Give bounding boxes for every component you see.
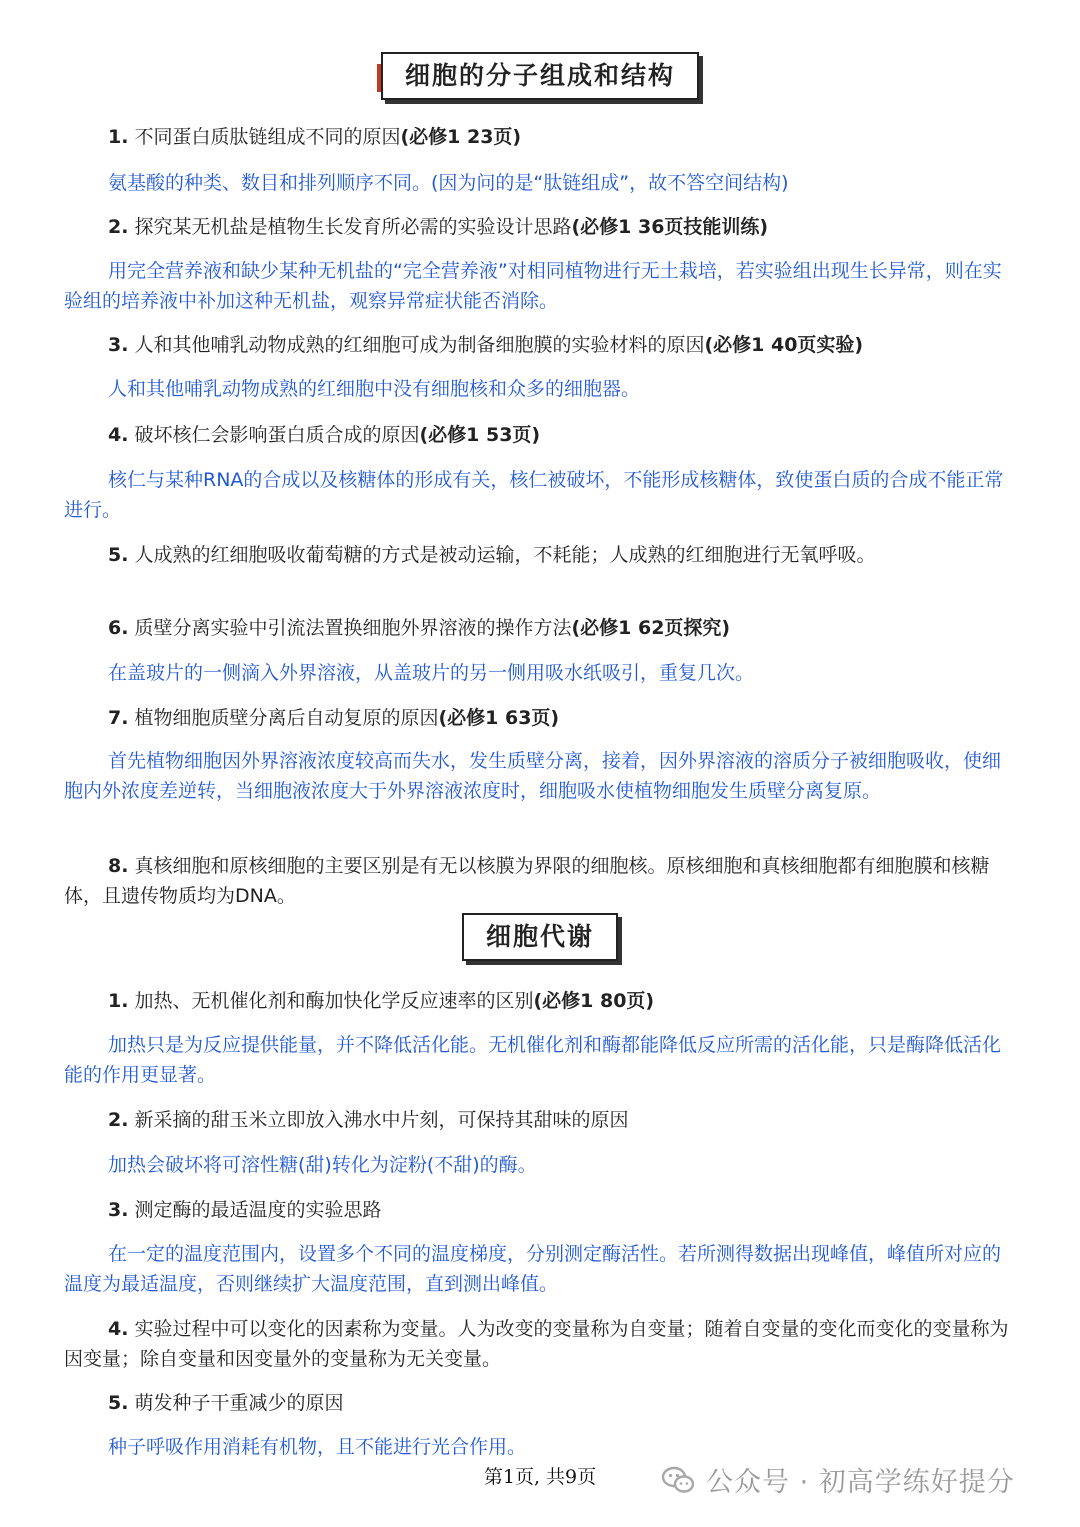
section-title-text: 细胞的分子组成和结构 [404,61,676,90]
question-number: 2. [108,1109,129,1131]
answer-2: 用完全营养液和缺少某种无机盐的“完全营养液”对相同植物进行无土栽培，若实验组出现生长异常，则在实验组的培养液中补加这种无机盐，观察异常症状能否消除。 [64,260,1002,312]
question-2-3 [64,1195,1019,1225]
watermark [660,1460,1015,1499]
question-ref: (必修1 63页) [438,707,560,729]
question-2 [64,212,1019,242]
question-ref: (必修1 36页技能训练) [571,216,769,238]
watermark-text: 公众号 · 初高学练好提分 [706,1467,1015,1498]
question-text: 新采摘的甜玉米立即放入沸水中片刻，可保持其甜味的原因 [134,1109,629,1131]
question-number: 1. [108,990,129,1012]
section-title-1 [381,52,699,100]
question-text: 人成熟的红细胞吸收葡萄糖的方式是被动运输，不耗能；人成熟的红细胞进行无氧呼吸。 [134,544,876,566]
answer-3: 人和其他哺乳动物成熟的红细胞中没有细胞核和众多的细胞器。 [108,378,641,400]
question-number: 8. [108,855,129,877]
question-number: 6. [108,617,129,639]
question-number: 1. [108,126,129,148]
answer-1: 氨基酸的种类、数目和排列顺序不同。(因为问的是“肽链组成”，故不答空间结构) [108,172,789,194]
question-text: 探究某无机盐是植物生长发育所必需的实验设计思路 [134,216,572,238]
question-text: 萌发种子干重减少的原因 [134,1392,344,1414]
answer-6: 在盖玻片的一侧滴入外界溶液，从盖玻片的另一侧用吸水纸吸引，重复几次。 [108,662,755,684]
question-number: 3. [108,1199,129,1221]
question-ref: (必修1 62页探究) [571,617,731,639]
statement-2-4 [64,1314,1019,1374]
question-number: 7. [108,707,129,729]
question-number: 5. [108,1392,129,1414]
answer-2-2: 加热会破坏将可溶性糖(甜)转化为淀粉(不甜)的酶。 [108,1154,537,1176]
section-title-text: 细胞代谢 [485,922,595,951]
question-text: 质壁分离实验中引流法置换细胞外界溶液的操作方法 [134,617,572,639]
section-title-2 [462,913,618,961]
answer-2-1: 加热只是为反应提供能量，并不降低活化能。无机催化剂和酶都能降低反应所需的活化能，只是酶降低活化能的作用更显著。 [64,1034,1002,1086]
question-text: 真核细胞和原核细胞的主要区别是有无以核膜为界限的细胞核。原核细胞和真核细胞都有细胞膜和核糖体，且遗传物质均为DNA。 [64,855,990,907]
question-text: 加热、无机催化剂和酶加快化学反应速率的区别 [134,990,534,1012]
question-text: 破坏核仁会影响蛋白质合成的原因 [134,424,420,446]
question-2-2 [64,1105,1019,1135]
question-number: 2. [108,216,129,238]
question-ref: (必修1 40页实验) [704,334,864,356]
question-text: 实验过程中可以变化的因素称为变量。人为改变的变量称为自变量；随着自变量的变化而变化的变量称为因变量；除自变量和因变量外的变量称为无关变量。 [64,1318,1009,1370]
question-text: 不同蛋白质肽链组成不同的原因 [134,126,401,148]
question-number: 5. [108,544,129,566]
question-ref: (必修1 23页) [400,126,522,148]
title-accent [377,64,381,92]
wechat-icon [660,1462,696,1498]
question-ref: (必修1 80页) [533,990,655,1012]
question-number: 4. [108,1318,129,1340]
question-3 [64,330,1019,360]
page-number: 第1页, 共9页 [483,1466,597,1488]
question-7 [64,703,1019,733]
question-2-5 [64,1388,1019,1418]
answer-2-3: 在一定的温度范围内，设置多个不同的温度梯度，分别测定酶活性。若所测得数据出现峰值，峰值所对应的温度为最适温度，否则继续扩大温度范围，直到测出峰值。 [64,1243,1002,1295]
statement-5 [64,540,1019,570]
question-text: 植物细胞质壁分离后自动复原的原因 [134,707,439,729]
question-text: 测定酶的最适温度的实验思路 [134,1199,382,1221]
answer-4: 核仁与某种RNA的合成以及核糖体的形成有关，核仁被破坏，不能形成核糖体，致使蛋白质的合成不能正常进行。 [64,469,1004,521]
question-4 [64,420,1019,450]
question-2-1 [64,986,1019,1016]
answer-7: 首先植物细胞因外界溶液浓度较高而失水，发生质壁分离，接着，因外界溶液的溶质分子被细胞吸收，使细胞内外浓度差逆转，当细胞液浓度大于外界溶液浓度时，细胞吸水使植物细胞发生质壁分离复原。 [64,750,1002,802]
question-number: 3. [108,334,129,356]
question-6 [64,613,1019,643]
question-text: 人和其他哺乳动物成熟的红细胞可成为制备细胞膜的实验材料的原因 [134,334,705,356]
question-1 [64,122,1019,152]
statement-8 [64,851,1019,911]
question-ref: (必修1 53页) [419,424,541,446]
answer-2-5: 种子呼吸作用消耗有机物，且不能进行光合作用。 [108,1436,527,1458]
question-number: 4. [108,424,129,446]
